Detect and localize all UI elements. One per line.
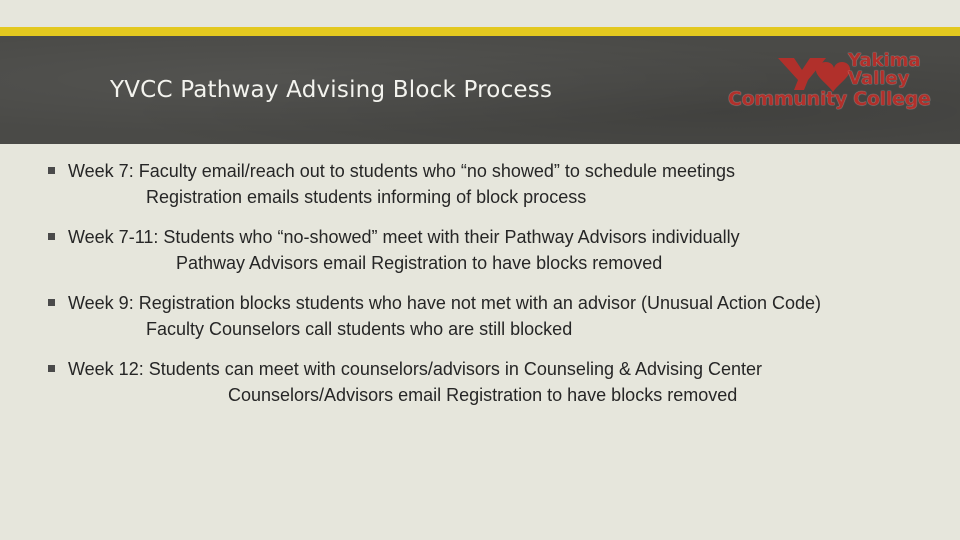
logo-text-community-college: Community College — [728, 88, 931, 110]
bullet-main-text: Week 12: Students can meet with counselors/advisors in Counseling & Advising Center — [68, 359, 763, 379]
bullet-item — [48, 356, 928, 408]
bullet-main-text: Week 7: Faculty email/reach out to students who “no showed” to schedule meetings — [68, 161, 736, 181]
bullet-item — [48, 224, 928, 276]
bullet-item — [48, 158, 928, 210]
square-bullet-icon — [48, 167, 55, 174]
square-bullet-icon — [48, 233, 55, 240]
bullet-sub-text: Pathway Advisors email Registration to have blocks removed — [176, 253, 663, 273]
logo-text-valley: Valley — [848, 68, 910, 89]
square-bullet-icon — [48, 365, 55, 372]
bullet-main-text: Week 7-11: Students who “no-showed” meet with their Pathway Advisors individually — [68, 227, 740, 247]
bullet-sub-text: Counselors/Advisors email Registration to have blocks removed — [228, 385, 738, 405]
slide-title: YVCC Pathway Advising Block Process — [110, 77, 553, 103]
logo-text-yakima: Yakima — [848, 50, 921, 71]
bullet-item — [48, 290, 928, 342]
square-bullet-icon — [48, 299, 55, 306]
college-logo — [726, 50, 936, 118]
bullet-sub-text: Faculty Counselors call students who are still blocked — [146, 319, 573, 339]
bullet-main-text: Week 9: Registration blocks students who have not met with an advisor (Unusual Action Code) — [68, 293, 822, 313]
bullet-list — [48, 158, 928, 422]
bullet-sub-text: Registration emails students informing of block process — [146, 187, 587, 207]
accent-stripe — [0, 27, 960, 36]
